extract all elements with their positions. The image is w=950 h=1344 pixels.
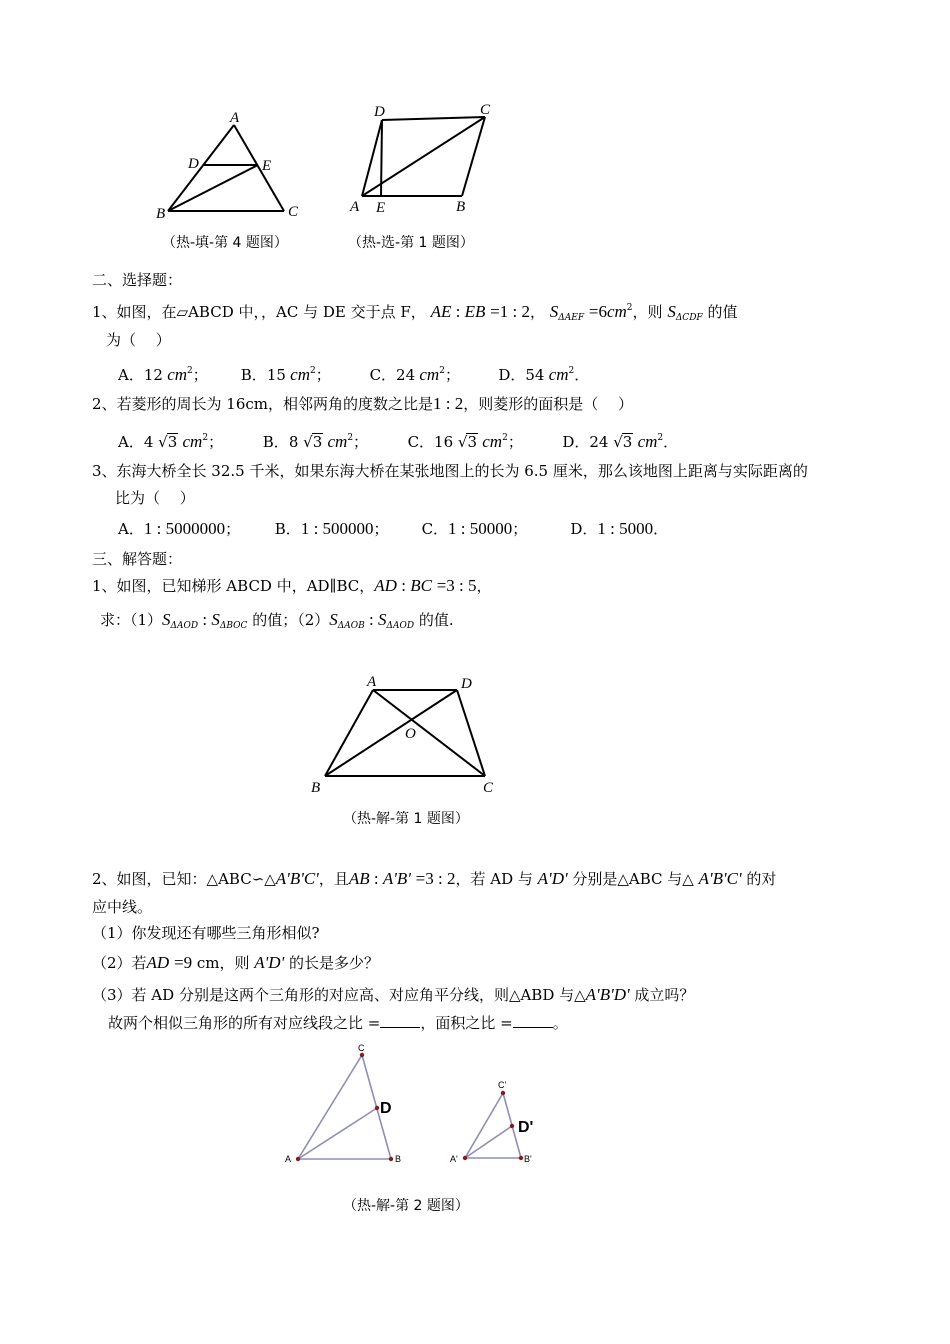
s2q3-option-a: A．1 : 5000000； bbox=[118, 519, 241, 538]
blank-area-ratio[interactable] bbox=[513, 1013, 553, 1028]
s2q3-option-c: C．1 : 50000； bbox=[421, 519, 528, 538]
fig4-label-d: D bbox=[188, 156, 199, 172]
s2q1-ratio-mid: EB bbox=[464, 302, 486, 321]
s2q1-ratio-val: =1 : 2 bbox=[490, 302, 530, 321]
sel1-label-c: C bbox=[480, 102, 491, 118]
s2q2-option-d: D．24 √3 $cm^2$． bbox=[562, 432, 679, 451]
s2q1-text-b: 中，，AC 与 DE 交于点 F， bbox=[233, 303, 426, 321]
sol1-caption: （热-解-第 1 题图） bbox=[343, 811, 469, 827]
blank-ratio[interactable] bbox=[380, 1013, 420, 1028]
sel1-label-b: B bbox=[456, 199, 466, 215]
s3-q2-p1: （1）你发现还有哪些三角形相似? bbox=[92, 924, 320, 942]
section2-heading: 二、选择题： bbox=[92, 271, 183, 289]
s2q1-text-c: ，则 bbox=[632, 303, 663, 321]
s2q2-text-b: ，则菱形的面积是（ ） bbox=[463, 395, 634, 413]
sol1-label-c: C bbox=[483, 780, 494, 796]
sol2-label-b2: B' bbox=[524, 1154, 532, 1164]
s2q1-unit: cm bbox=[606, 302, 627, 321]
s3-q2-line1: 2、如图，已知：△ABC∽△A'B'C'，且AB : A'B' =3 : 2，若 AD 与 A'D' 分别是△ABC 与△ A'B'C' 的对 bbox=[92, 869, 777, 888]
s2q1-option-a: A．12 $cm^2$； bbox=[118, 365, 208, 384]
sel1-label-d: D bbox=[374, 104, 385, 120]
sol2-label-b: B bbox=[395, 1154, 402, 1164]
s3-q2-p4: 故两个相似三角形的所有对应线段之比 = ，面积之比 = 。 bbox=[108, 1014, 568, 1032]
s2-q2-options bbox=[118, 428, 678, 452]
fig4-label-b: B bbox=[156, 206, 166, 222]
sel1-caption: （热-选-第 1 题图） bbox=[348, 235, 474, 251]
s2q2-option-b: B．8 √3 $cm^2$； bbox=[262, 432, 369, 451]
s2q1-sup: 2 bbox=[626, 303, 633, 313]
s2q2-option-a: A．4 √3 $cm^2$； bbox=[118, 432, 224, 451]
s2q1-parallelogram: ▱ABCD bbox=[176, 303, 234, 321]
s3-q1-line2: 求：$(1)S_{\Delta AOD}$ : $S_{\Delta BOC}$ 的值；$(2)S_{\Delta AOB}$ : $S_{\Delta AOD}$ 的值. bbox=[100, 610, 454, 631]
s2q1-area-s: S bbox=[549, 302, 559, 321]
sol2-label-a: A bbox=[285, 1154, 292, 1164]
s2-q3-options bbox=[118, 519, 668, 539]
s2q1-option-d: D．54 $cm^2$． bbox=[498, 365, 590, 384]
sol2-label-c2: C' bbox=[498, 1080, 507, 1090]
s3-q1-line1: 1、如图，已知梯形 ABCD 中，AD∥BC，AD : BC =3 : 5， bbox=[92, 576, 492, 595]
s2q1-text-a: 1、如图，在 bbox=[92, 303, 177, 321]
s2q1-option-b: B．15 $cm^2$； bbox=[240, 365, 331, 384]
fig4-caption: （热-填-第 4 题图） bbox=[162, 235, 288, 251]
s2q1-sep: ， bbox=[529, 303, 545, 321]
s2-q1-line2: 为（ ） bbox=[106, 331, 171, 349]
s2q2-option-c: C．16 √3 $cm^2$； bbox=[407, 432, 523, 451]
s2-q3-line1: 3、东海大桥全长 32.5 千米，如果东海大桥在某张地图上的长为 6.5 厘米，那么该地图上距离与实际距离的 bbox=[92, 462, 808, 480]
figure-sol1 bbox=[305, 668, 505, 798]
s2q2-text: 2、若菱形的周长为 16cm，相邻两角的度数之比是 bbox=[92, 395, 434, 413]
s2q1-ratio-lhs: AE bbox=[430, 302, 452, 321]
section3-heading: 三、解答题： bbox=[92, 550, 183, 568]
s2q1-option-c: C．24 $cm^2$； bbox=[369, 365, 460, 384]
sel1-label-a: A bbox=[350, 199, 360, 215]
s2q3-option-d: D．1 : 5000． bbox=[570, 519, 669, 538]
figure-fill4 bbox=[150, 108, 310, 223]
s3-q2-p2: （2）若AD =9 cm，则 A'D' 的长是多少？ bbox=[92, 953, 380, 972]
sol2-label-d2: D' bbox=[518, 1119, 534, 1136]
sol1-label-b: B bbox=[311, 780, 321, 796]
sel1-label-e: E bbox=[376, 200, 386, 216]
sol1-label-a: A bbox=[367, 674, 377, 690]
s2q2-ratio: 1 : 2 bbox=[433, 394, 464, 413]
s2-q3-line2: 比为（ ） bbox=[115, 489, 195, 507]
s2q1-target-s: S bbox=[667, 302, 676, 321]
fig4-label-c: C bbox=[288, 204, 299, 220]
fig4-label-e: E bbox=[262, 158, 272, 174]
s2-q1-options bbox=[118, 361, 589, 385]
s3-q2-line2: 应中线。 bbox=[92, 898, 153, 916]
figure-sel1 bbox=[340, 98, 510, 220]
sol1-label-d: D bbox=[461, 676, 472, 692]
s2-q2-line1 bbox=[92, 394, 633, 414]
s2q1-area-val: =6 bbox=[588, 302, 607, 321]
sol1-label-o: O bbox=[405, 726, 416, 742]
s2q3-option-b: B．1 : 500000； bbox=[274, 519, 389, 538]
fig4-label-a: A bbox=[230, 110, 240, 126]
s2q1-area-sub: ΔAEF bbox=[558, 313, 585, 323]
figure-sol2 bbox=[280, 1040, 550, 1170]
sol2-label-d: D bbox=[380, 1100, 392, 1117]
sol2-label-a2: A' bbox=[450, 1154, 458, 1164]
s3-q2-p3: （3）若 AD 分别是这两个三角形的对应高、对应角平分线，则△ABD 与△A'B'D' 成立吗？ bbox=[92, 985, 695, 1004]
s2q1-target-sub: ΔCDF bbox=[675, 313, 703, 323]
sol2-label-c: C bbox=[358, 1043, 365, 1053]
sol2-caption: （热-解-第 2 题图） bbox=[343, 1198, 469, 1214]
s2-q1-line1: 1、如图，在▱ABCD 中，，AC 与 DE 交于点 F， AE : EB =1 : 2， $S_{\Delta AEF} =6cm^2$，则 $S_{\Delta CDF}$ 的值 bbox=[92, 302, 738, 323]
s2q1-text-d: 的值 bbox=[702, 303, 738, 321]
